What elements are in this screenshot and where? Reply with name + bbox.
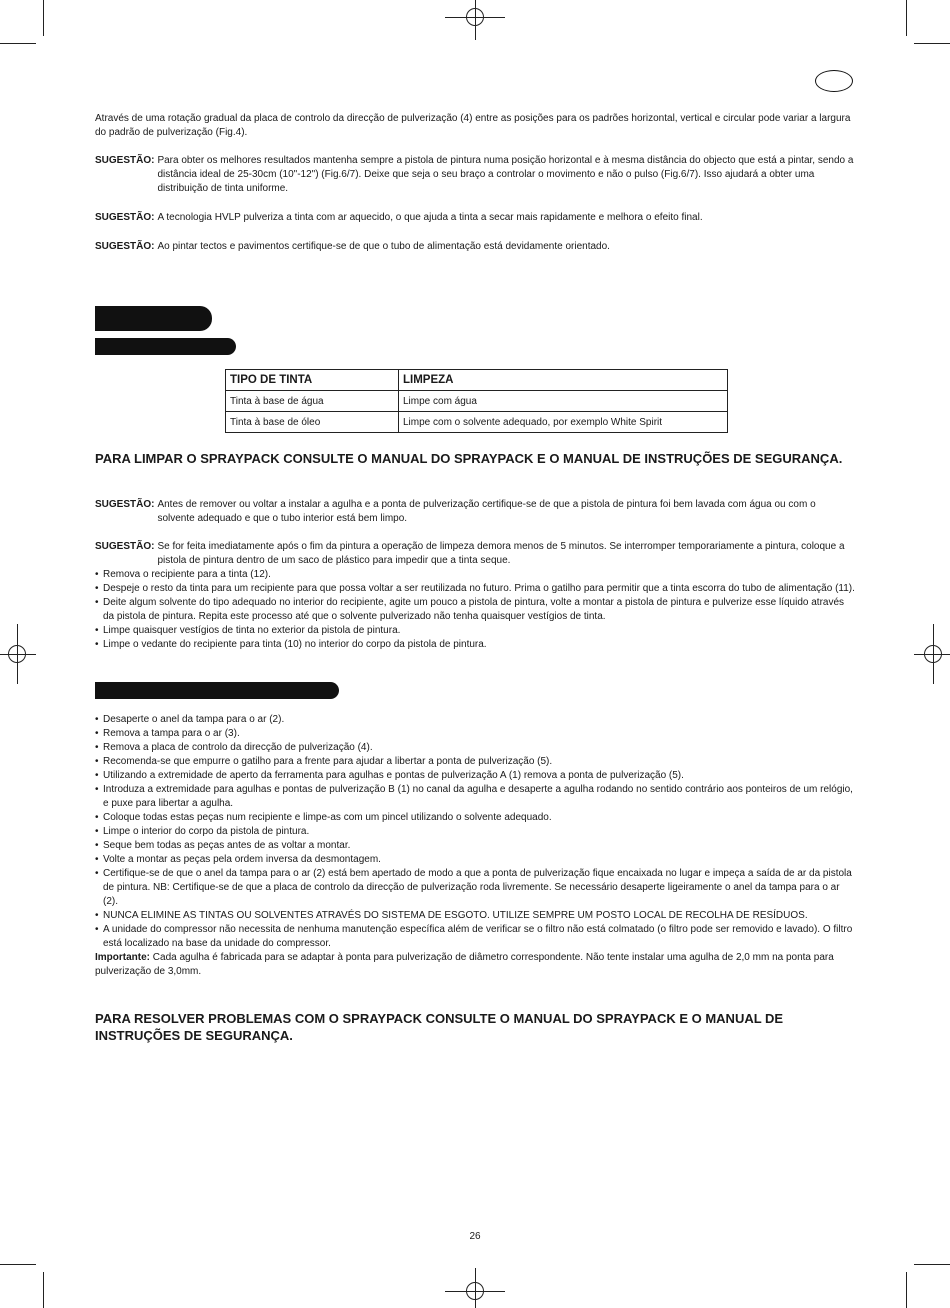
tip	[95, 240, 855, 254]
list-item: • A unidade do compressor não necessita de nenhuma manutenção específica além de verificar se o filtro não está colmatado (o filtro pode ser removido e lavado). O filtro está localizado na base da unidade do compressor.	[95, 923, 855, 951]
crop-mark	[43, 1272, 44, 1308]
list-item: • Limpe o vedante do recipiente para tinta (10) no interior do corpo da pistola de pintura.	[95, 638, 855, 652]
registration-mark	[445, 17, 505, 18]
list-item: • Recomenda-se que empurre o gatilho para a frente para ajudar a libertar a ponta de pulverização (5).	[95, 755, 855, 769]
section-subtitle-bar	[95, 338, 236, 355]
tip	[95, 154, 855, 196]
registration-mark	[914, 654, 950, 655]
tip-text: A tecnologia HVLP pulveriza a tinta com ar aquecido, o que ajuda a tinta a secar mais rapidamente e melhora o efeito final.	[157, 212, 703, 223]
crop-mark	[0, 43, 36, 44]
important-label: Importante:	[95, 952, 150, 963]
tip-label: SUGESTÃO:	[95, 155, 155, 166]
tip	[95, 498, 855, 526]
list-item: • Limpe quaisquer vestígios de tinta no exterior da pistola de pintura.	[95, 624, 855, 638]
table-cell: Limpe com o solvente adequado, por exemplo White Spirit	[399, 412, 728, 433]
table-row	[226, 391, 728, 412]
list-item: • NUNCA ELIMINE AS TINTAS OU SOLVENTES ATRAVÉS DO SISTEMA DE ESGOTO. UTILIZE SEMPRE UM POSTO LOCAL DE RECOLHA DE RESÍDUOS.	[95, 909, 855, 923]
list-item: • Coloque todas estas peças num recipiente e limpe-as com um pincel utilizando o solvente adequado.	[95, 811, 855, 825]
tip-text: Para obter os melhores resultados mantenha sempre a pistola de pintura numa posição horizontal e à mesma distância do objecto que está a pintar, sendo a distância ideal de 25-30cm (10"-12") (Fig.6/7). Deixe que seja o seu braço a controlar o movimento e não o pulso (Fig.6/7). Isso ajudará a obter uma distribuição de tinta uniforme.	[157, 155, 854, 194]
list-item: • Certifique-se de que o anel da tampa para o ar (2) está bem apertado de modo a que a ponta de pulverização fique encaixada no lugar e impeça a saída de ar da pistola de pintura. NB: Certifique-se de que a placa de controlo da direcção de pulverização roda livremente. Se necessário desaperte ligeiramente o anel da tampa para o ar (2).	[95, 867, 855, 909]
column-header: TIPO DE TINTA	[226, 370, 399, 391]
list-item: • Introduza a extremidade para agulhas e pontas de pulverização B (1) no canal da agulha e desaperte a agulha rodando no sentido contrário aos ponteiros de um relógio, e puxe para libertar a agulha.	[95, 783, 855, 811]
column-header: LIMPEZA	[399, 370, 728, 391]
registration-mark	[475, 1268, 476, 1308]
maintenance-title-bar	[95, 682, 339, 699]
registration-mark	[445, 1291, 505, 1292]
table-cell: Limpe com água	[399, 391, 728, 412]
list-item: • Desaperte o anel da tampa para o ar (2).	[95, 713, 855, 727]
crop-mark	[906, 1272, 907, 1308]
list-item: • Remova o recipiente para a tinta (12).	[95, 568, 855, 582]
tip-text: Antes de remover ou voltar a instalar a agulha e a ponta de pulverização certifique-se de que a pistola de pintura foi bem lavada com água ou com o solvente adequado e que o tubo interior está bem limpo.	[157, 499, 816, 524]
tip	[95, 211, 855, 225]
registration-mark	[475, 0, 476, 40]
language-badge	[815, 70, 853, 92]
table-cell: Tinta à base de óleo	[226, 412, 399, 433]
list-item: • Remova a placa de controlo da direcção de pulverização (4).	[95, 741, 855, 755]
troubleshoot-heading: PARA RESOLVER PROBLEMAS COM O SPRAYPACK CONSULTE O MANUAL DO SPRAYPACK E O MANUAL DE INSTRUÇÕES DE SEGURANÇA.	[95, 1011, 784, 1043]
crop-mark	[914, 43, 950, 44]
registration-mark	[0, 654, 36, 655]
maintenance-steps-list	[95, 713, 855, 951]
table-cell: Tinta à base de água	[226, 391, 399, 412]
maintenance-section	[95, 713, 855, 979]
tip-label: SUGESTÃO:	[95, 541, 155, 552]
list-item: • Deite algum solvente do tipo adequado no interior do recipiente, agite um pouco a pistola de pintura, volte a montar a pistola de pintura e pulverize esse líquido através da pistola de pintura. Repita este processo até que o solvente pulverizado não tenha quaisquer vestígios de tinta.	[95, 596, 855, 624]
table-row	[226, 412, 728, 433]
list-item: • Remova a tampa para o ar (3).	[95, 727, 855, 741]
tip-label: SUGESTÃO:	[95, 241, 155, 252]
cleaning-section	[95, 498, 855, 652]
tip-label: SUGESTÃO:	[95, 499, 155, 510]
crop-mark	[906, 0, 907, 36]
cleaning-steps-list	[95, 568, 855, 652]
list-item: • Utilizando a extremidade de aperto da ferramenta para agulhas e pontas de pulverização A (1) remova a ponta de pulverização (5).	[95, 769, 855, 783]
tip	[95, 540, 855, 568]
list-item: • Volte a montar as peças pela ordem inversa da desmontagem.	[95, 853, 855, 867]
important-text: Cada agulha é fabricada para se adaptar à ponta para pulverização de diâmetro correspondente. Não tente instalar uma agulha de 2,0 mm na ponta para pulverização de 3,0mm.	[95, 952, 834, 977]
cleaning-table	[225, 369, 728, 433]
tip-text: Se for feita imediatamente após o fim da pintura a operação de limpeza demora menos de 5 minutos. Se interromper temporariamente a pintura, coloque a pistola de pintura dentro de um saco de plástico para impedir que a tinta seque.	[157, 541, 845, 566]
registration-mark	[17, 624, 18, 684]
crop-mark	[914, 1264, 950, 1265]
tips-top	[95, 154, 855, 254]
registration-mark	[933, 624, 934, 684]
table-header-row	[226, 370, 728, 391]
crop-mark	[43, 0, 44, 36]
section-title-bar	[95, 306, 212, 331]
list-item: • Seque bem todas as peças antes de as voltar a montar.	[95, 839, 855, 853]
list-item: • Limpe o interior do corpo da pistola de pintura.	[95, 825, 855, 839]
intro-paragraph: Através de uma rotação gradual da placa de controlo da direcção de pulverização (4) entre as posições para os padrões horizontal, vertical e circular pode variar a largura do padrão de pulverização (Fig.4).	[95, 113, 851, 138]
important-note	[95, 951, 855, 979]
crop-mark	[0, 1264, 36, 1265]
tip-label: SUGESTÃO:	[95, 212, 155, 223]
tip-text: Ao pintar tectos e pavimentos certifique-se de que o tubo de alimentação está devidamente orientado.	[157, 241, 610, 252]
cleaning-heading: PARA LIMPAR O SPRAYPACK CONSULTE O MANUAL DO SPRAYPACK E O MANUAL DE INSTRUÇÕES DE SEGURANÇA.	[95, 451, 843, 466]
page-number: 26	[469, 1231, 481, 1242]
list-item: • Despeje o resto da tinta para um recipiente para que possa voltar a ser reutilizada no futuro. Prima o gatilho para permitir que a tinta escorra do tubo de alimentação (11).	[95, 582, 855, 596]
